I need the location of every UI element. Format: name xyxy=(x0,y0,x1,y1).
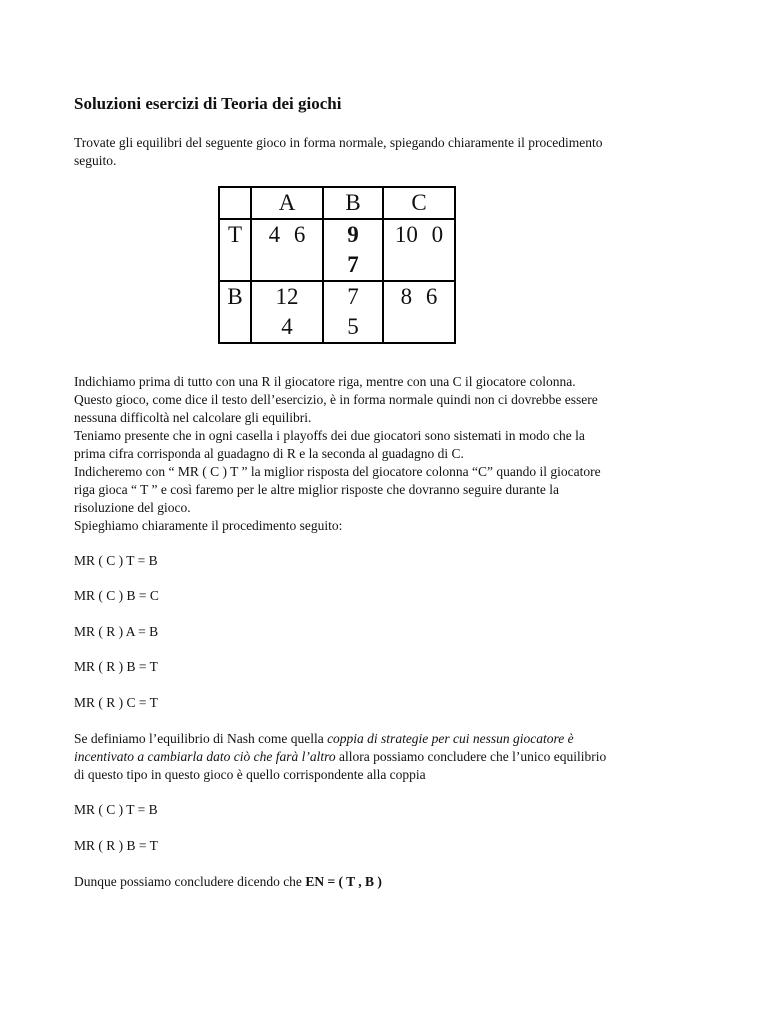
intro-line: Trovate gli equilibri del seguente gioco in forma normale, spiegando chiaramente il procedimento xyxy=(74,135,603,150)
final-response-line: MR ( R ) B = T xyxy=(74,838,158,853)
payoff-cell-b-b xyxy=(323,281,383,343)
payoff-col-value: 6 xyxy=(293,222,306,247)
explanation-line: Indicheremo con “ MR ( C ) T ” la miglior risposta del giocatore colonna “C” quando il giocatore xyxy=(74,464,601,479)
best-response-line: MR ( R ) B = T xyxy=(74,659,158,674)
explanation-line: prima cifra corrisponda al guadagno di R e la seconda al guadagno di C. xyxy=(74,446,464,461)
nash-line xyxy=(74,748,694,766)
column-header-b: B xyxy=(323,187,383,219)
best-response-line: MR ( R ) C = T xyxy=(74,695,158,710)
payoff-col-value: 7 xyxy=(347,252,359,277)
explanation-line: Teniamo presente che in ogni casella i playoffs dei due giocatori sono sistemati in modo che la xyxy=(74,428,585,443)
table-header-row xyxy=(219,187,455,219)
nash-line xyxy=(74,730,694,748)
explanation-line: Spieghiamo chiaramente il procedimento seguito: xyxy=(74,518,343,533)
payoff-cell-b-a xyxy=(251,281,323,343)
best-response-line: MR ( C ) T = B xyxy=(74,553,158,568)
nash-definition-text: coppia di strategie per cui nessun giocatore è xyxy=(327,731,574,746)
page-title: Soluzioni esercizi di Teoria dei giochi xyxy=(74,94,342,113)
explanation-line: nessuna difficoltà nel calcolare gli equilibri. xyxy=(74,410,312,425)
explanation-paragraph xyxy=(74,373,694,535)
explanation-line: Questo gioco, come dice il testo dell’esercizio, è in forma normale quindi non ci dovrebbe essere xyxy=(74,392,598,407)
table-corner-cell xyxy=(219,187,251,219)
payoff-cell-b-c xyxy=(383,281,455,343)
intro-line: seguito. xyxy=(74,153,117,168)
payoff-row-value: 4 xyxy=(268,222,281,247)
payoff-table xyxy=(218,186,456,344)
intro-paragraph xyxy=(74,134,694,170)
payoff-row-value: 7 xyxy=(347,284,359,309)
payoff-cell-t-a xyxy=(251,219,323,281)
best-response-line: MR ( C ) B = C xyxy=(74,588,159,603)
nash-definition-text: incentivato a cambiarla dato ciò che farà l’altro xyxy=(74,749,336,764)
best-response-line: MR ( R ) A = B xyxy=(74,624,159,639)
payoff-row-value: 9 xyxy=(347,222,359,247)
explanation-line: Indichiamo prima di tutto con una R il giocatore riga, mentre con una C il giocatore colonna. xyxy=(74,374,576,389)
nash-line: di questo tipo in questo gioco è quello corrispondente alla coppia xyxy=(74,767,426,782)
payoff-col-value: 5 xyxy=(347,314,359,339)
conclusion-line xyxy=(74,873,382,891)
table-row-t xyxy=(219,219,455,281)
explanation-line: risoluzione del gioco. xyxy=(74,500,191,515)
row-header-t: T xyxy=(219,219,251,281)
column-header-a: A xyxy=(251,187,323,219)
payoff-row-value: 12 xyxy=(275,284,299,309)
column-header-c: C xyxy=(383,187,455,219)
row-header-b: B xyxy=(219,281,251,343)
payoff-col-value: 4 xyxy=(281,314,293,339)
nash-text: Se definiamo l’equilibrio di Nash come quella xyxy=(74,731,328,746)
explanation-line: riga gioca “ T ” e così faremo per le altre miglior risposte che dovranno seguire durante la xyxy=(74,482,559,497)
payoff-row-value: 8 xyxy=(400,284,413,309)
final-response-line: MR ( C ) T = B xyxy=(74,802,158,817)
conclusion-text: Dunque possiamo concludere dicendo che xyxy=(74,874,306,889)
payoff-cell-t-c xyxy=(383,219,455,281)
payoff-col-value: 0 xyxy=(431,222,444,247)
nash-text: allora possiamo concludere che l’unico equilibrio xyxy=(335,749,607,764)
nash-equilibrium-result: EN = ( T , B ) xyxy=(305,874,382,889)
table-row-b xyxy=(219,281,455,343)
nash-paragraph xyxy=(74,730,694,784)
payoff-cell-t-b xyxy=(323,219,383,281)
payoff-row-value: 10 xyxy=(394,222,418,247)
payoff-col-value: 6 xyxy=(425,284,438,309)
